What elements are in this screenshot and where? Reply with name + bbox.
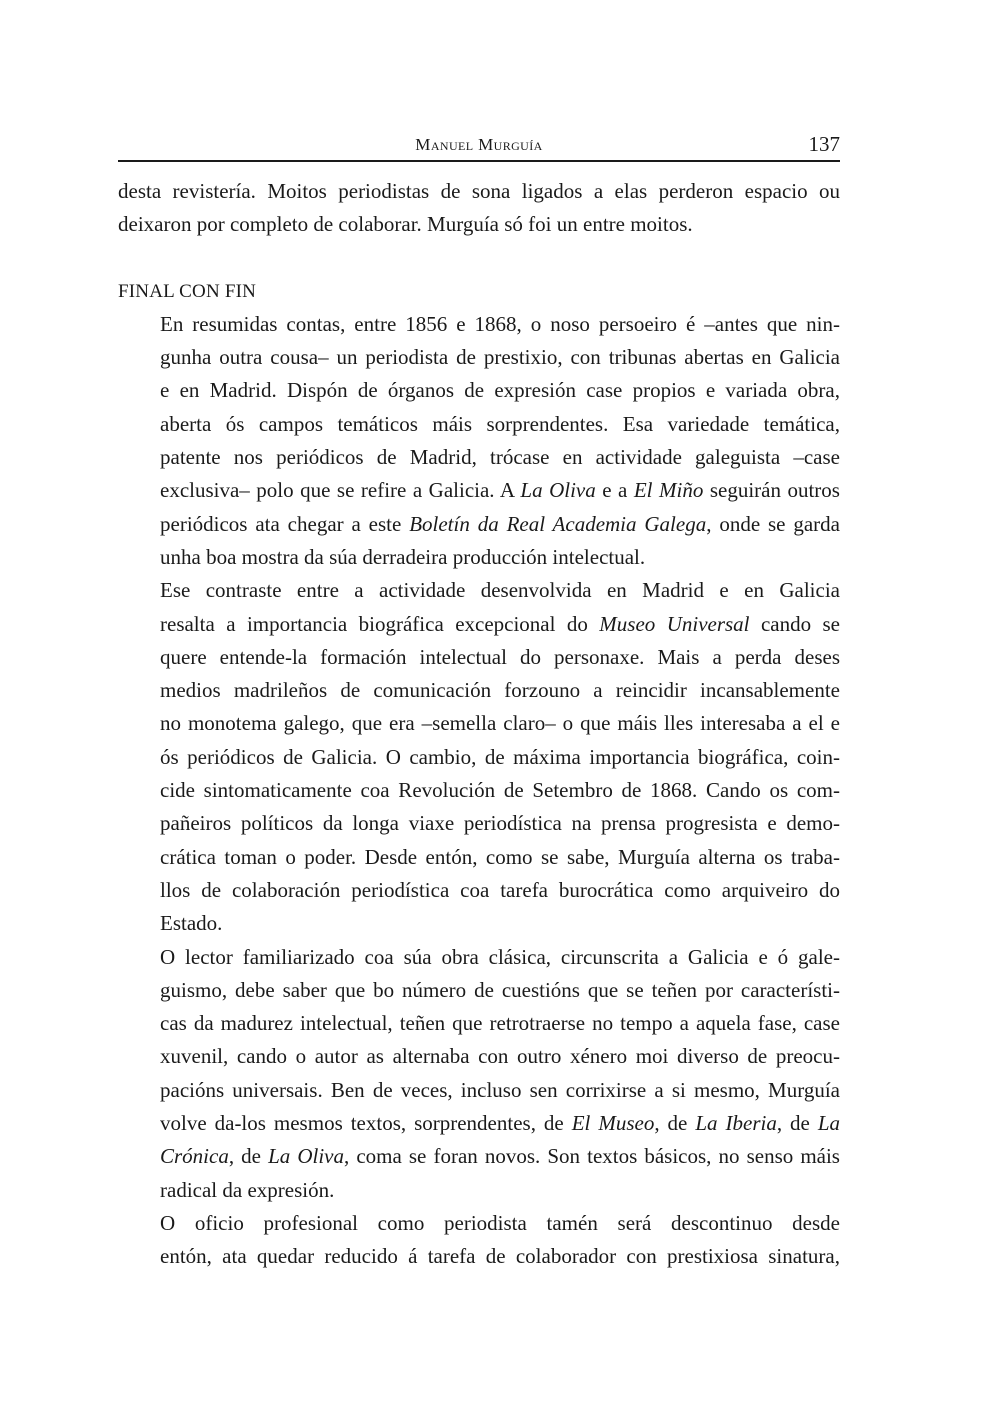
text-line: Crónica, de La Oliva, coma se foran novos. Son textos básicos, no senso máis	[160, 1144, 840, 1169]
text-line: desta revistería. Moitos periodistas de sona ligados a elas perderon espacio ou	[118, 179, 840, 203]
running-head: Manuel Murguía	[415, 135, 543, 154]
text-line: O oficio profesional como periodista tamén será descontinuo desde	[160, 1210, 840, 1235]
text-line: Ese contraste entre a actividade desenvolvida en Madrid e en Galicia	[160, 578, 840, 603]
italic-title: La Iberia	[695, 1111, 777, 1136]
text-line: entón, ata quedar reducido á tarefa de colaborador con prestixiosa sinatura,	[160, 1244, 840, 1269]
text-line: En resumidas contas, entre 1856 e 1868, o noso persoeiro é –antes que nin-	[160, 311, 840, 336]
page-number: 137	[808, 132, 840, 156]
text-line: O lector familiarizado coa súa obra clásica, circunscrita a Galicia e ó gale-	[160, 944, 840, 969]
italic-title: Boletín da Real Academia Galega	[409, 511, 707, 536]
continuation-paragraph	[118, 175, 840, 242]
text-line: no monotema galego, que era –semella claro– o que máis lles interesaba a el e	[160, 711, 840, 736]
italic-title: La Oliva	[520, 478, 596, 503]
text-line: quere entende-la formación intelectual do personaxe. Mais a perda deses	[160, 644, 840, 669]
text-line: exclusiva– polo que se refire a Galicia. A La Oliva e a El Miño seguirán outros	[160, 478, 840, 503]
italic-title: La	[817, 1111, 841, 1136]
italic-title: Crónica	[160, 1144, 229, 1169]
text-line: pañeiros políticos da longa viaxe periodística na prensa progresista e demo-	[160, 811, 840, 836]
text-line: periódicos ata chegar a este Boletín da Real Academia Galega, onde se garda	[160, 511, 840, 536]
text-line: gunha outra cousa– un periodista de prestixio, con tribunas abertas en Galicia	[160, 345, 840, 370]
text-line: volve da-los mesmos textos, sorprendentes, de El Museo, de La Iberia, de La	[160, 1111, 841, 1136]
italic-title: Museo Universal	[599, 611, 750, 636]
page-header	[118, 132, 840, 162]
text-line: resalta a importancia biográfica excepcional do Museo Universal cando se	[160, 611, 840, 636]
italic-title: El Miño	[633, 478, 704, 503]
text-line: crática toman o poder. Desde entón, como se sabe, Murguía alterna os traba-	[160, 844, 840, 869]
section-heading: FINAL CON FIN	[118, 280, 257, 302]
text-line: deixaron por completo de colaborar. Murguía só foi un entre moitos.	[118, 212, 693, 237]
paragraph-3	[118, 941, 840, 1207]
text-line: cide sintomaticamente coa Revolución de Setembro de 1868. Cando os com-	[160, 778, 840, 803]
italic-title: La Oliva	[268, 1144, 344, 1169]
text-line: aberta ós campos temáticos máis sorprendentes. Esa variedade temática,	[160, 411, 840, 436]
text-line: patente nos periódicos de Madrid, trócase en actividade galeguista –case	[160, 445, 840, 470]
text-line: unha boa mostra da súa derradeira producción intelectual.	[160, 544, 646, 569]
text-line: Estado.	[160, 911, 223, 936]
paragraph-1	[118, 308, 840, 574]
body-text	[118, 175, 840, 1274]
text-line: radical da expresión.	[160, 1177, 335, 1202]
text-line: ós periódicos de Galicia. O cambio, de máxima importancia biográfica, coin-	[160, 744, 840, 769]
text-line: pacións universais. Ben de veces, incluso sen corrixirse a si mesmo, Murguía	[160, 1077, 840, 1102]
text-line: xuvenil, cando o autor as alternaba con outro xénero moi diverso de preocu-	[160, 1044, 840, 1069]
paragraph-2	[118, 574, 840, 940]
text-line: guismo, debe saber que bo número de cuestións que se teñen por característi-	[160, 977, 840, 1002]
text-line: e en Madrid. Dispón de órganos de expresión case propios e variada obra,	[160, 378, 840, 403]
text-line: medios madrileños de comunicación forzouno a reincidir incansablemente	[160, 678, 840, 703]
text-line: llos de colaboración periodística coa tarefa burocrática como arquiveiro do	[160, 877, 840, 902]
italic-title: El Museo	[571, 1111, 655, 1136]
paragraph-4	[118, 1207, 840, 1274]
text-line: cas da madurez intelectual, teñen que retrotraerse no tempo a aquela fase, case	[160, 1011, 840, 1036]
